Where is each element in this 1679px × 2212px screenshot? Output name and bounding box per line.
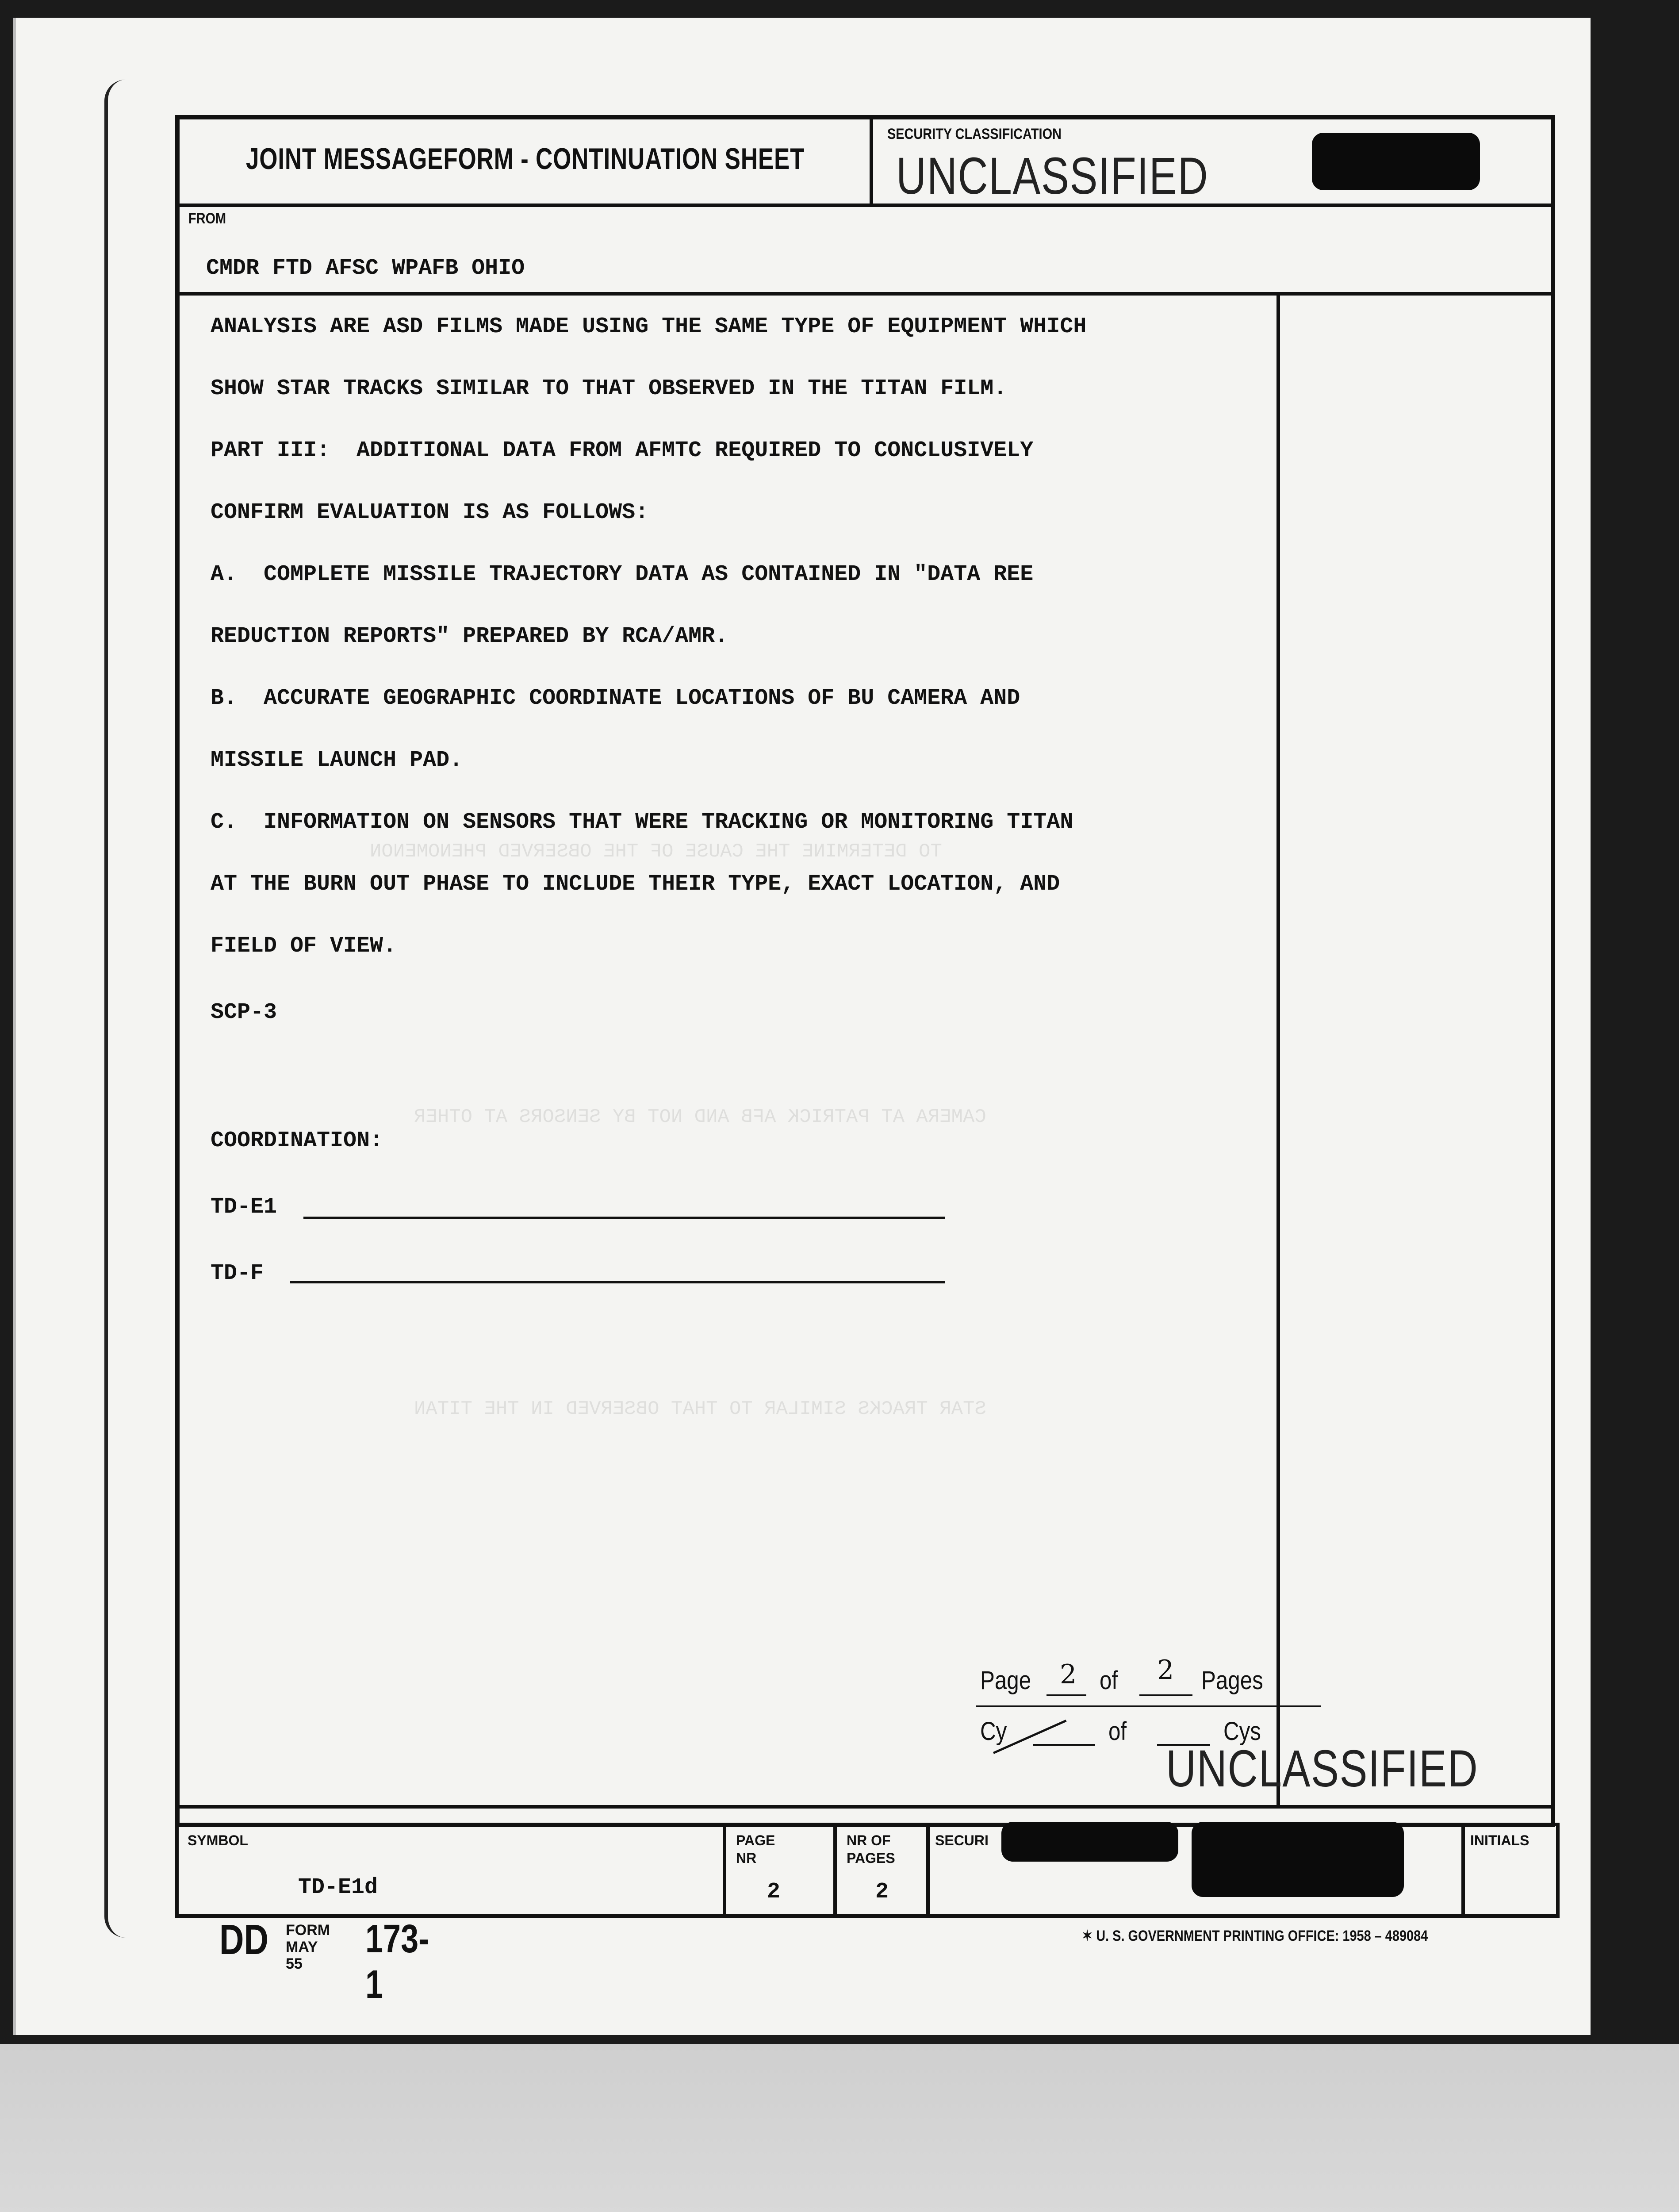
footer-divider: [1461, 1826, 1465, 1915]
pages-word: Pages: [1201, 1666, 1263, 1695]
body-line: PART III: ADDITIONAL DATA FROM AFMTC REQUIRED TO CONCLUSIVELY: [211, 438, 1034, 463]
body-line: REDUCTION REPORTS" PREPARED BY RCA/AMR.: [211, 624, 728, 649]
document-page: [13, 18, 1591, 2035]
from-label: FROM: [188, 210, 226, 227]
footer-rule: [180, 1805, 1551, 1809]
body-line: AT THE BURN OUT PHASE TO INCLUDE THEIR TYPE, EXACT LOCATION, AND: [211, 872, 1060, 897]
form-number: 173-1: [365, 1917, 429, 2007]
page-number-blank: [1046, 1694, 1086, 1696]
cy-word: Cy: [980, 1717, 1007, 1746]
classification-stamp-bottom: UNCLASSIFIED: [1166, 1740, 1479, 1798]
page-nr-label: NR: [736, 1850, 757, 1866]
scp-code: SCP-3: [211, 1000, 277, 1025]
body-line: ANALYSIS ARE ASD FILMS MADE USING THE SAME TYPE OF EQUIPMENT WHICH: [211, 314, 1087, 339]
from-value: CMDR FTD AFSC WPAFB OHIO: [206, 256, 525, 281]
redaction-mark: [1001, 1822, 1178, 1862]
bleed-through-text: STAR TRACKS SIMILAR TO THAT OBSERVED IN THE TITAN: [414, 1398, 986, 1420]
of-word: of: [1100, 1666, 1118, 1695]
page-nr-label: PAGE: [736, 1832, 775, 1848]
page-number-handwritten: 2: [1060, 1659, 1077, 1690]
page-word: Page: [980, 1666, 1031, 1695]
nr-pages-label: NR OF: [847, 1832, 891, 1848]
body-line: B. ACCURATE GEOGRAPHIC COORDINATE LOCATIONS OF BU CAMERA AND: [211, 686, 1020, 711]
form-word: [286, 1922, 330, 1972]
header-divider: [870, 119, 873, 204]
form-date: MAY 55: [286, 1939, 318, 1972]
coordination-label: COORDINATION:: [211, 1128, 383, 1153]
page-total-blank: [1139, 1694, 1192, 1696]
bleed-through-text: CAMERA AT PATRICK AFB AND NOT BY SENSORS AT OTHER: [414, 1106, 986, 1128]
form-word-text: FORM: [286, 1922, 330, 1939]
initials-label: INITIALS: [1470, 1832, 1530, 1848]
form-title: JOINT MESSAGEFORM - CONTINUATION SHEET: [246, 142, 805, 176]
signature-line-1: [303, 1217, 945, 1219]
signature-line-2: [290, 1281, 945, 1283]
body-line: CONFIRM EVALUATION IS AS FOLLOWS:: [211, 500, 649, 525]
bleed-through-text: TO DETERMINE THE CAUSE OF THE OBSERVED PHENOMENON: [370, 841, 942, 863]
body-line: FIELD OF VIEW.: [211, 933, 397, 959]
from-rule: [180, 292, 1551, 296]
symbol-value: TD-E1d: [298, 1875, 378, 1900]
header-rule: [180, 204, 1551, 207]
body-line: MISSILE LAUNCH PAD.: [211, 748, 463, 773]
redaction-mark: [1192, 1822, 1404, 1897]
cy-of-word: of: [1108, 1717, 1127, 1746]
body-line: A. COMPLETE MISSILE TRAJECTORY DATA AS CONTAINED IN "DATA REE: [211, 562, 1034, 587]
cys-word: Cys: [1223, 1717, 1261, 1746]
footer-box: [175, 1823, 1560, 1918]
page-curl-edge: [104, 80, 126, 1938]
security-classification-label: SECURITY CLASSIFICATION: [887, 126, 1062, 142]
footer-divider: [926, 1826, 930, 1915]
message-form: [175, 115, 1555, 1827]
footer-divider: [723, 1826, 726, 1915]
classification-stamp: UNCLASSIFIED: [896, 147, 1209, 205]
nr-pages-value: 2: [875, 1879, 889, 1905]
page-total-handwritten: 2: [1157, 1655, 1174, 1686]
page-block-rule: [976, 1705, 1321, 1707]
coordination-office-2: TD-F: [211, 1261, 264, 1286]
coordination-office-1: TD-E1: [211, 1194, 277, 1220]
security-label-footer: SECURI: [935, 1832, 989, 1848]
body-line: C. INFORMATION ON SENSORS THAT WERE TRACKING OR MONITORING TITAN: [211, 810, 1073, 835]
redaction-mark: [1312, 133, 1480, 190]
nr-pages-label: PAGES: [847, 1850, 895, 1866]
page-nr-value: 2: [767, 1879, 781, 1905]
margin-column-line: [1276, 292, 1280, 1805]
cy-blank: [1033, 1744, 1095, 1746]
footer-divider: [833, 1826, 837, 1915]
symbol-label: SYMBOL: [188, 1832, 248, 1848]
dd-mark: DD: [219, 1916, 268, 1963]
body-line: SHOW STAR TRACKS SIMILAR TO THAT OBSERVED IN THE TITAN FILM.: [211, 376, 1007, 401]
scan-background: [0, 2044, 1679, 2212]
printing-office-note: ✶ U. S. GOVERNMENT PRINTING OFFICE: 1958 – 489084: [1082, 1928, 1428, 1944]
